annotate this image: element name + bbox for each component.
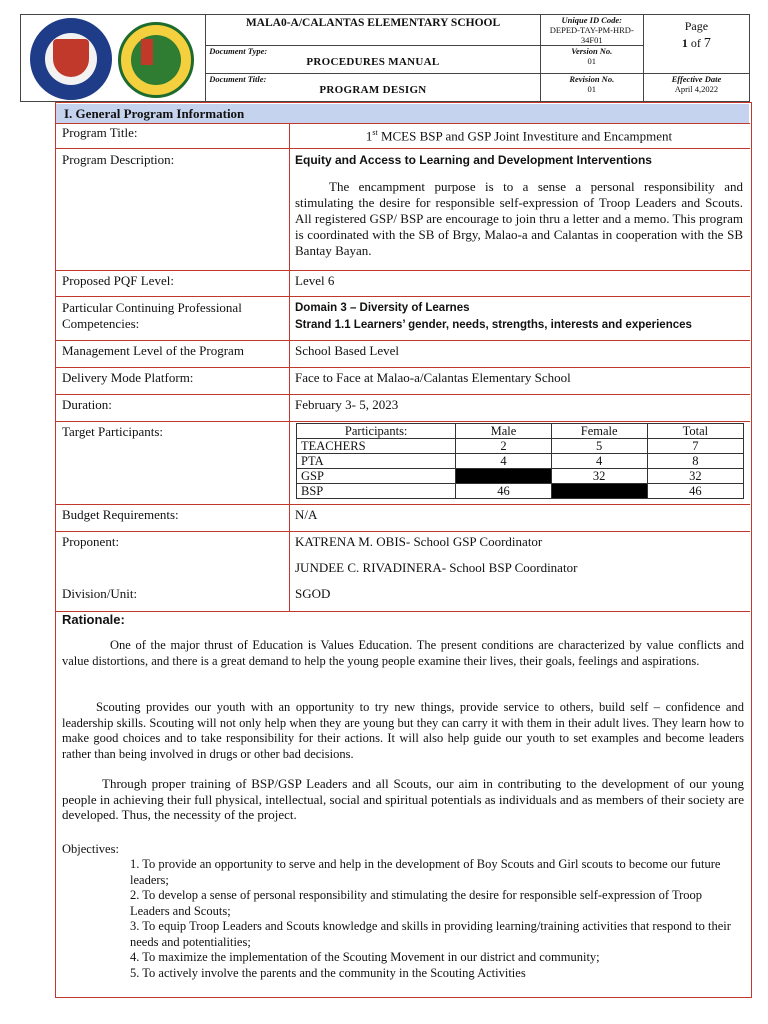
version-value: 01	[587, 56, 597, 66]
column-divider	[289, 123, 290, 611]
section-title: I. General Program Information	[64, 106, 245, 121]
deped-seal-icon	[30, 18, 112, 100]
objective-item: 1. To provide an opportunity to serve and help in the development of Boy Scouts and Girl scouts to become our future leaders;	[130, 857, 721, 887]
logos	[22, 16, 202, 100]
page-cell	[643, 15, 749, 74]
division-label: Division/Unit:	[62, 586, 138, 601]
school-cell	[206, 15, 540, 46]
page-number: 1	[681, 36, 688, 50]
page-of: of	[690, 36, 701, 50]
school-name: MALA0-A/CALANTAS ELEMENTARY SCHOOL	[245, 17, 501, 29]
table-row	[297, 439, 744, 454]
effective-date: April 4,2022	[674, 84, 719, 94]
uid-cell	[540, 15, 643, 46]
program-title: 1st MCES BSP and GSP Joint Investiture and Encampment	[365, 128, 673, 144]
row-divider	[55, 296, 750, 297]
table-header: Total	[647, 424, 743, 439]
version-label: Version No.	[571, 46, 613, 56]
doc-type-cell	[206, 46, 540, 74]
revision-label: Revision No.	[569, 74, 615, 84]
doc-title-cell	[206, 74, 540, 102]
budget-value: N/A	[295, 507, 318, 522]
page-label: Page	[684, 19, 709, 33]
table-cell: 46	[456, 484, 551, 499]
redacted-cell	[456, 469, 551, 484]
rationale-title: Rationale:	[62, 612, 125, 627]
revision-value: 01	[587, 84, 597, 94]
pqf-value: Level 6	[295, 273, 335, 288]
doc-type-label: Document Type:	[209, 46, 268, 56]
table-cell: 5	[551, 439, 647, 454]
section-header	[56, 104, 749, 124]
uid-label: Unique ID Code:	[561, 15, 622, 25]
uid-value: DEPED-TAY-PM-HRD-34F01	[549, 25, 634, 45]
competency-domain: Domain 3 – Diversity of Learnes	[295, 302, 470, 314]
table-cell: 32	[551, 469, 647, 484]
objective-item: 2. To develop a sense of personal responsibility and stimulating the desire for responsible self-expression of Troop Leaders and Scouts;	[130, 888, 703, 918]
redacted-cell	[551, 484, 647, 499]
description-label: Program Description:	[62, 152, 175, 167]
table-cell: 2	[456, 439, 551, 454]
objective-item: 5. To actively involve the parents and the community in the Scouting Activities	[130, 966, 526, 980]
effective-cell	[643, 74, 749, 102]
table-cell: TEACHERS	[297, 439, 456, 454]
table-cell: BSP	[297, 484, 456, 499]
row-divider	[55, 123, 750, 124]
table-cell: 8	[647, 454, 743, 469]
program-title-label: Program Title:	[62, 125, 138, 140]
table-header: Female	[551, 424, 647, 439]
rationale-paragraph-2: Scouting provides our youth with an opportunity to try new things, provide service to others, build self – confidence and leadership skills. Scouting will not only help when they are young but they can carry it with them in their adult lives. They learn how to make good choices and to take responsibility for their actions. It will also help guide our youth to set examples and become leaders rather than being involved in drugs or other bad decisions.	[62, 700, 744, 761]
revision-cell	[540, 74, 643, 102]
table-header: Male	[456, 424, 551, 439]
budget-label: Budget Requirements:	[62, 507, 179, 522]
target-label: Target Participants:	[62, 424, 164, 439]
table-header: Participants:	[297, 424, 456, 439]
row-divider	[55, 340, 750, 341]
objective-item: 4. To maximize the implementation of the Scouting Movement in our district and community;	[130, 950, 600, 964]
table-cell: 7	[647, 439, 743, 454]
table-row	[297, 469, 744, 484]
doc-title-label: Document Title:	[209, 74, 267, 84]
table-header-row	[297, 424, 744, 439]
table-cell: 4	[456, 454, 551, 469]
description-text: The encampment purpose is to a sense a personal responsibility and stimulating the desire for responsible self-expression of Troop Leaders and Scouts. All registered GSP/ BSP are encourage to join thru a letter and a memo. This program is coordinated with the SB of Brgy, Malao-a and Calantas in cooperation with the SB Bantay Bayan.	[295, 179, 743, 258]
table-cell: GSP	[297, 469, 456, 484]
management-value: School Based Level	[295, 343, 399, 358]
competency-strand: Strand 1.1 Learners’ gender, needs, strengths, interests and experiences	[295, 319, 692, 331]
description-heading: Equity and Access to Learning and Development Interventions	[295, 153, 652, 167]
objective-item: 3. To equip Troop Leaders and Scouts knowledge and skills in providing learning/training activities that respond to their needs and potentialities;	[130, 919, 731, 949]
row-divider	[55, 270, 750, 271]
row-divider	[55, 504, 750, 505]
proponent-gsp: KATRENA M. OBIS- School GSP Coordinator	[295, 534, 543, 549]
table-cell: 32	[647, 469, 743, 484]
table-cell: 4	[551, 454, 647, 469]
table-row	[297, 454, 744, 469]
row-divider	[55, 148, 750, 149]
version-cell	[540, 46, 643, 74]
rationale-paragraph-1: One of the major thrust of Education is Values Education. The present conditions are characterized by value conflicts and value distortions, and there is a great demand to help the young people examine their lives, their goals, feelings and aspirations.	[62, 638, 744, 668]
delivery-value: Face to Face at Malao-a/Calantas Elementary School	[295, 370, 571, 385]
table-row	[297, 484, 744, 499]
competency-label: Particular Continuing Professional Competencies:	[62, 300, 242, 331]
effective-label: Effective Date	[671, 74, 722, 84]
doc-title: PROGRAM DESIGN	[319, 84, 427, 96]
pqf-label: Proposed PQF Level:	[62, 273, 174, 288]
proponent-label: Proponent:	[62, 534, 120, 549]
division-seal-icon	[118, 22, 194, 98]
row-divider	[55, 421, 750, 422]
row-divider	[55, 367, 750, 368]
table-cell: PTA	[297, 454, 456, 469]
division-value: SGOD	[295, 586, 331, 601]
duration-value: February 3- 5, 2023	[295, 397, 399, 412]
page-indicator	[647, 36, 746, 52]
proponent-bsp: JUNDEE C. RIVADINERA- School BSP Coordinator	[295, 560, 578, 575]
duration-label: Duration:	[62, 397, 112, 412]
row-divider	[55, 531, 750, 532]
row-divider	[55, 394, 750, 395]
objectives-label: Objectives:	[62, 842, 119, 856]
rationale-paragraph-3: Through proper training of BSP/GSP Leaders and all Scouts, our aim in contributing to the development of our young people in achieving their full physical, intellectual, social and spiritual potentials as individuals and as members of their society are developed. Thus, the necessity of the project.	[62, 776, 744, 822]
table-cell: 46	[647, 484, 743, 499]
page-total: 7	[703, 36, 711, 51]
delivery-label: Delivery Mode Platform:	[62, 370, 194, 385]
doc-type: PROCEDURES MANUAL	[306, 56, 440, 68]
management-label: Management Level of the Program	[62, 343, 244, 358]
participants-table	[296, 423, 744, 499]
